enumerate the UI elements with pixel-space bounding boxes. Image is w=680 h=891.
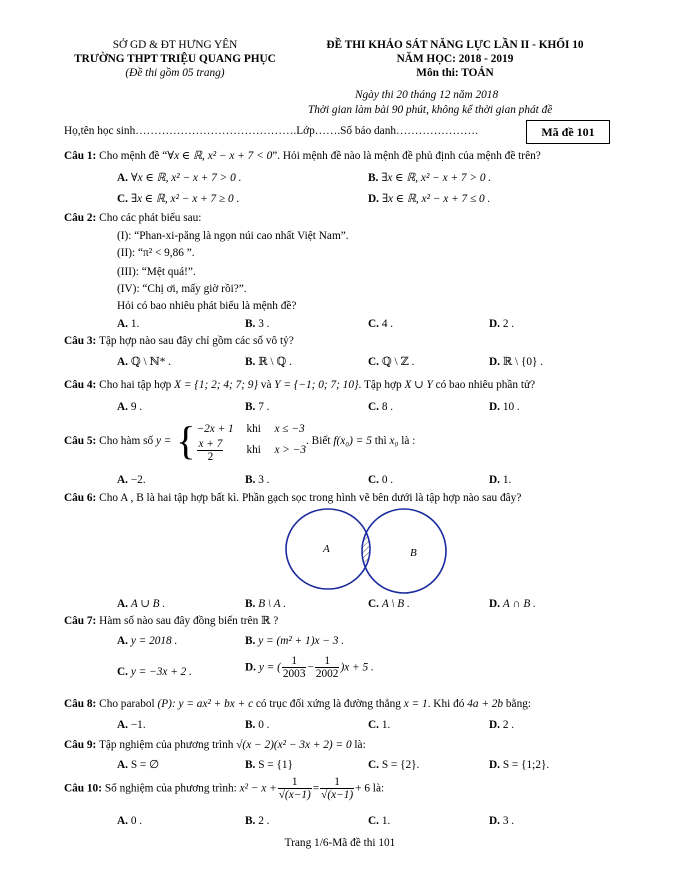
exam-date: Ngày thi 20 tháng 12 năm 2018: [355, 89, 499, 101]
q8-option-c[interactable]: C. 1.: [368, 719, 391, 731]
question-10: Câu 10: Số nghiệm của phương trình: x² − x + $\frac{1}{√(x-1)}$ = $\frac{1}{√(x-1)}$ + 6 là:: [64, 776, 385, 801]
q3-option-a[interactable]: A. ℚ \ ℕ* .: [117, 356, 172, 368]
q5-option-d[interactable]: D. 1.: [489, 474, 512, 486]
exam-code-box: Mã đề 101: [526, 120, 610, 144]
question-8: Câu 8: Cho parabol (P): y = ax² + bx + c có trục đối xứng là đường thẳng x = 1. Khi đó 4a + 2b bằng:: [64, 698, 532, 710]
pages-note: (Đề thi gồm 05 trang): [125, 67, 225, 79]
q4-option-b[interactable]: B. 7 .: [245, 401, 270, 413]
q9-option-d[interactable]: D. S = {1;2}.: [489, 759, 550, 771]
q9-option-a[interactable]: A. S = ∅: [117, 759, 159, 771]
header-right: [290, 38, 620, 80]
q10-option-b[interactable]: B. 2 .: [245, 815, 270, 827]
q10-option-d[interactable]: D. 3 .: [489, 815, 515, 827]
set-a-label: A: [323, 543, 330, 555]
exam-duration: Thời gian làm bài 90 phút, không kể thời gian phát đề: [308, 104, 553, 116]
question-1: Câu 1: Cho mệnh đề “∀x ∈ ℝ, x² − x + 7 < 0”. Hỏi mệnh đề nào là mệnh đề phủ định của mệnh đề trên?: [64, 150, 541, 162]
q8-option-b[interactable]: B. 0 .: [245, 719, 270, 731]
q2-option-b[interactable]: B. 3 .: [245, 318, 270, 330]
set-b-label: B: [410, 547, 417, 559]
q5-option-c[interactable]: C. 0 .: [368, 474, 394, 486]
q5-option-b[interactable]: B. 3 .: [245, 474, 270, 486]
q3-option-c[interactable]: C. ℚ \ ℤ .: [368, 356, 415, 368]
q8-option-d[interactable]: D. 2 .: [489, 719, 515, 731]
q3-option-b[interactable]: B. ℝ \ ℚ .: [245, 356, 292, 368]
page-footer: Trang 1/6-Mã đề thi 101: [284, 837, 396, 849]
question-5: Câu 5: Cho hàm số y = { −2x + 1 khi x ≤ −3 $\frac{x + 7}{2}$ khi x > −3 . Biết f(x₀) = 5 thì x₀ là :: [64, 418, 416, 463]
q6-option-a[interactable]: A. A ∪ B .: [117, 598, 166, 610]
question-9: Câu 9: Tập nghiệm của phương trình √(x − 2)(x² − 3x + 2) = 0 là:: [64, 739, 366, 751]
q2-option-c[interactable]: C. 4 .: [368, 318, 394, 330]
q8-option-a[interactable]: A. −1.: [117, 719, 146, 731]
question-6: Câu 6: Cho A , B là hai tập hợp bất kì. Phần gạch sọc trong hình vẽ bên dưới là tập hợp nào sau đây?: [64, 492, 522, 504]
q5-option-a[interactable]: A. −2.: [117, 474, 146, 486]
header-left: [60, 38, 290, 80]
q6-option-b[interactable]: B. B \ A .: [245, 598, 287, 610]
subject: Môn thi: TOÁN: [416, 67, 494, 79]
q10-option-a[interactable]: A. 0 .: [117, 815, 143, 827]
q4-option-a[interactable]: A. 9 .: [117, 401, 143, 413]
q2-statement-3: (III): “Mệt quá!”.: [117, 266, 196, 278]
q7-option-c[interactable]: C. y = −3x + 2 .: [117, 666, 192, 678]
q2-statement-4: (IV): “Chị ơi, mấy giờ rồi?”.: [117, 283, 247, 295]
q2-statement-2: (II): “π² < 9,86 ”.: [117, 247, 195, 259]
dept-name: SỞ GD & ĐT HƯNG YÊN: [112, 39, 238, 51]
question-3: Câu 3: Tập hợp nào sau đây chỉ gồm các số vô tỷ?: [64, 335, 294, 347]
q3-option-d[interactable]: D. ℝ \ {0} .: [489, 356, 544, 368]
q1-option-b[interactable]: B. ∃x ∈ ℝ, x² − x + 7 > 0 .: [368, 172, 492, 184]
set-b-circle: [362, 509, 446, 593]
question-4: Câu 4: Cho hai tập hợp X = {1; 2; 4; 7; 9} và Y = {−1; 0; 7; 10}. Tập hợp X ∪ Y có bao nhiêu phần tử?: [64, 379, 536, 391]
student-info-line: Họ,tên học sinh…………………………………….Lớp…….Số báo danh………………….: [64, 125, 478, 137]
q7-option-a[interactable]: A. y = 2018 .: [117, 635, 178, 647]
q2-option-d[interactable]: D. 2 .: [489, 318, 515, 330]
q7-option-d[interactable]: D. y = ( $\frac{1}{2003}$ − $\frac{1}{2002}$ )x + 5 .: [245, 655, 374, 680]
question-2: Câu 2: Cho các phát biểu sau:: [64, 212, 202, 224]
school-name: TRƯỜNG THPT TRIỆU QUANG PHỤC: [74, 53, 276, 65]
q9-option-c[interactable]: C. S = {2}.: [368, 759, 420, 771]
venn-diagram: [280, 505, 450, 597]
q4-option-c[interactable]: C. 8 .: [368, 401, 394, 413]
q1-option-a[interactable]: A. ∀x ∈ ℝ, x² − x + 7 > 0 .: [117, 172, 242, 184]
exam-title: ĐỀ THI KHẢO SÁT NĂNG LỰC LẦN II - KHỐI 10: [326, 39, 584, 51]
question-7: Câu 7: Hàm số nào sau đây đồng biến trên ℝ ?: [64, 615, 279, 627]
school-year: NĂM HỌC: 2018 - 2019: [396, 53, 514, 65]
q6-option-d[interactable]: D. A ∩ B .: [489, 598, 536, 610]
q2-ask: Hỏi có bao nhiêu phát biểu là mệnh đề?: [117, 300, 297, 312]
q2-option-a[interactable]: A. 1.: [117, 318, 140, 330]
q10-option-c[interactable]: C. 1.: [368, 815, 391, 827]
q6-option-c[interactable]: C. A \ B .: [368, 598, 410, 610]
q9-option-b[interactable]: B. S = {1}: [245, 759, 293, 771]
q4-option-d[interactable]: D. 10 .: [489, 401, 520, 413]
q2-statement-1: (I): “Phan-xi-păng là ngọn núi cao nhất Việt Nam”.: [117, 230, 349, 242]
q1-option-d[interactable]: D. ∃x ∈ ℝ, x² − x + 7 ≤ 0 .: [368, 193, 491, 205]
q1-option-c[interactable]: C. ∃x ∈ ℝ, x² − x + 7 ≥ 0 .: [117, 193, 240, 205]
q7-option-b[interactable]: B. y = (m² + 1)x − 3 .: [245, 635, 345, 647]
